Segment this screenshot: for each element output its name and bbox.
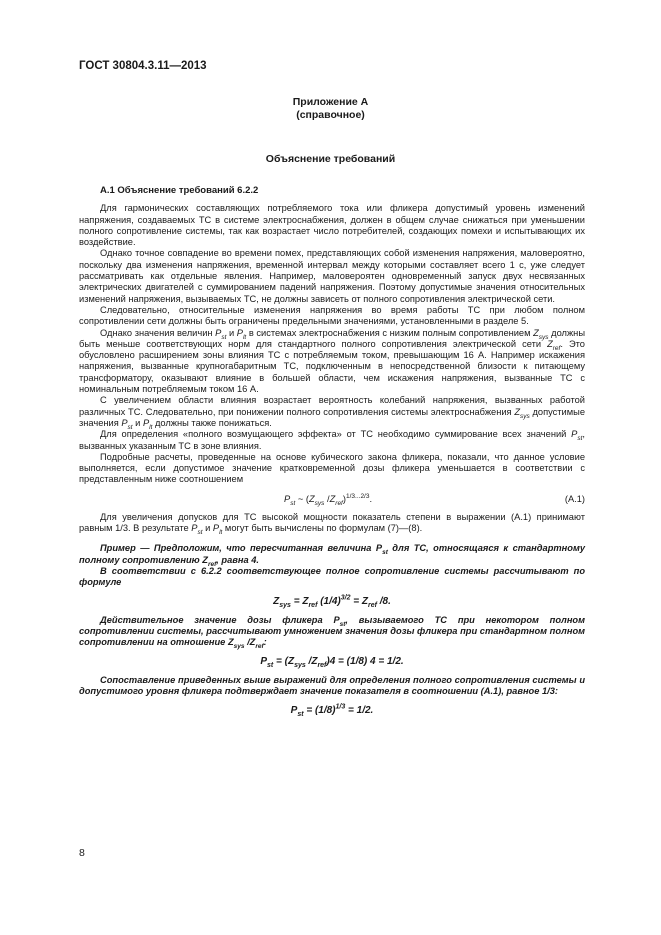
paragraph-8: Для увеличения допусков для ТС высокой мощности показатель степени в выражении (А.1) принимают равным 1/3. В результате $P_{st}$ и $P_{lt}$ могут быть вычислены по формулам (7)—(8).: [79, 511, 585, 536]
paragraph-2: Однако точное совпадение во времени помех, представляющих собой изменения напряжения, маловероятно, поскольку два изменения напряжения, временной интервал между которыми составляет всего 1 с, уже следует рассматривать как отдельные явления. Например, маловероятен одновременный запуск двух несвязанных электрических двигателей с суммированием падений напряжения. Поэтому допустимые значения относительных изменений напряжения, вызываемых ТС, не должны зависеть от полного сопротивления электрической сети.: [79, 248, 585, 304]
paragraph-5: С увеличением области влияния возрастает вероятность колебаний напряжения, вызванных работой различных ТС. Следовательно, при понижении полного сопротивления системы электроснабжения $Z_{sys}$ допустимые значения $P_{st}$ и $P_{lt}$ должны также понижаться.: [79, 395, 585, 431]
body-text: [79, 185, 585, 724]
page-title: Объяснение требований: [265, 153, 396, 165]
section-heading: А.1 Объяснение требований 6.2.2: [100, 185, 259, 196]
formula-a1-expression: $P_{st}$ ~ ($Z_{sys}$ $/Z_{ref})^{1/3...2/3}$.: [284, 492, 373, 507]
standard-designation: ГОСТ 30804.3.11—2013: [79, 60, 207, 72]
appendix-title: Приложение А: [292, 96, 369, 108]
paragraph-6: Для определения «полного возмущающего эффекта» от ТС необходимо суммирование всех значений $P_{st}$, вызванных указанным ТС в зоне влияния.: [79, 429, 585, 451]
paragraph-1: Для гармонических составляющих потребляемого тока или фликера допустимый уровень изменений напряжения, создаваемых ТС в системе электроснабжения, должен в общем случае снижаться при уменьшении полного сопротивление системы, так как возрастает число потребителей, создающих помехи и испытывающих их воздействие.: [79, 203, 585, 248]
example-formula-1: $Z_{sys} = Z_{ref}$ $(1/4)^{3/2} = Z_{ref}$ /8.: [273, 594, 391, 609]
example-line-2: В соответствии с 6.2.2 соответствующее полное сопротивление системы рассчитывают по формуле: [79, 565, 585, 588]
example-line-1: Пример — Предположим, что пересчитанная величина $P_{st}$ для ТС, относящаяся к стандартному полному сопротивлению $Z_{ref}$, равна 4.: [79, 543, 585, 568]
formula-a1-number: (А.1): [564, 493, 585, 504]
paragraph-3: Следовательно, относительные изменения напряжения во время работы ТС при любом полном сопротивлении сети должны быть ограничены предельными значениями, установленными в разделе 5.: [79, 304, 585, 327]
page-number: 8: [79, 847, 85, 859]
paragraph-4: Однако значения величин $P_{st}$ и $P_{lt}$ в системах электроснабжения с низким полным сопротивлением $Z_{sys}$ должны быть меньше соответствующих норм для стандартного полного сопротивления электрической сети $Z_{ref}$. Это обусловлено расширением зоны влияния ТС с потребляемым током, превышающим 16 А. Например искажения напряжения, вызванные крупногабаритным ТС, подключенным в непосредственной близости к питающему трансформатору, оказывают влияние в большей области, чем искажения напряжения, вызванные ТС с номинальным потребляемым током 16 А.: [79, 327, 585, 395]
example-line-4: Сопоставление приведенных выше выражений для определения полного сопротивления системы и допустимого уровня фликера подтверждает значение показателя в соотношении (А.1), равное 1/3:: [79, 674, 585, 697]
example-formula-3: $P_{st} = (1/8)^{1/3} = 1/2$.: [290, 703, 374, 718]
appendix-heading: [0, 96, 661, 121]
example-line-3: Действительное значение дозы фликера $P_{st}$, вызываемого ТС при некотором полном сопротивлении системы, рассчитывают умножением значения дозы фликера при стандартном полном сопротивлении на отношение $Z_{sys}$ $/Z_{ref}$:: [79, 614, 585, 651]
paragraph-7: Подробные расчеты, проведенные на основе кубического закона фликера, показали, что данное условие выполняется, если допустимое значение кратковременной дозы фликера уменьшается в соответствии с представленным ниже соотношением: [79, 451, 585, 485]
formula-a1: [79, 486, 585, 512]
example-formula-2: $P_{st} = (Z_{sys}$ $/Z_{ref})4 = (1/8)$ 4 = 1/2.: [260, 655, 404, 669]
example-block: [79, 543, 585, 716]
appendix-subtitle: (справочное): [296, 108, 365, 121]
